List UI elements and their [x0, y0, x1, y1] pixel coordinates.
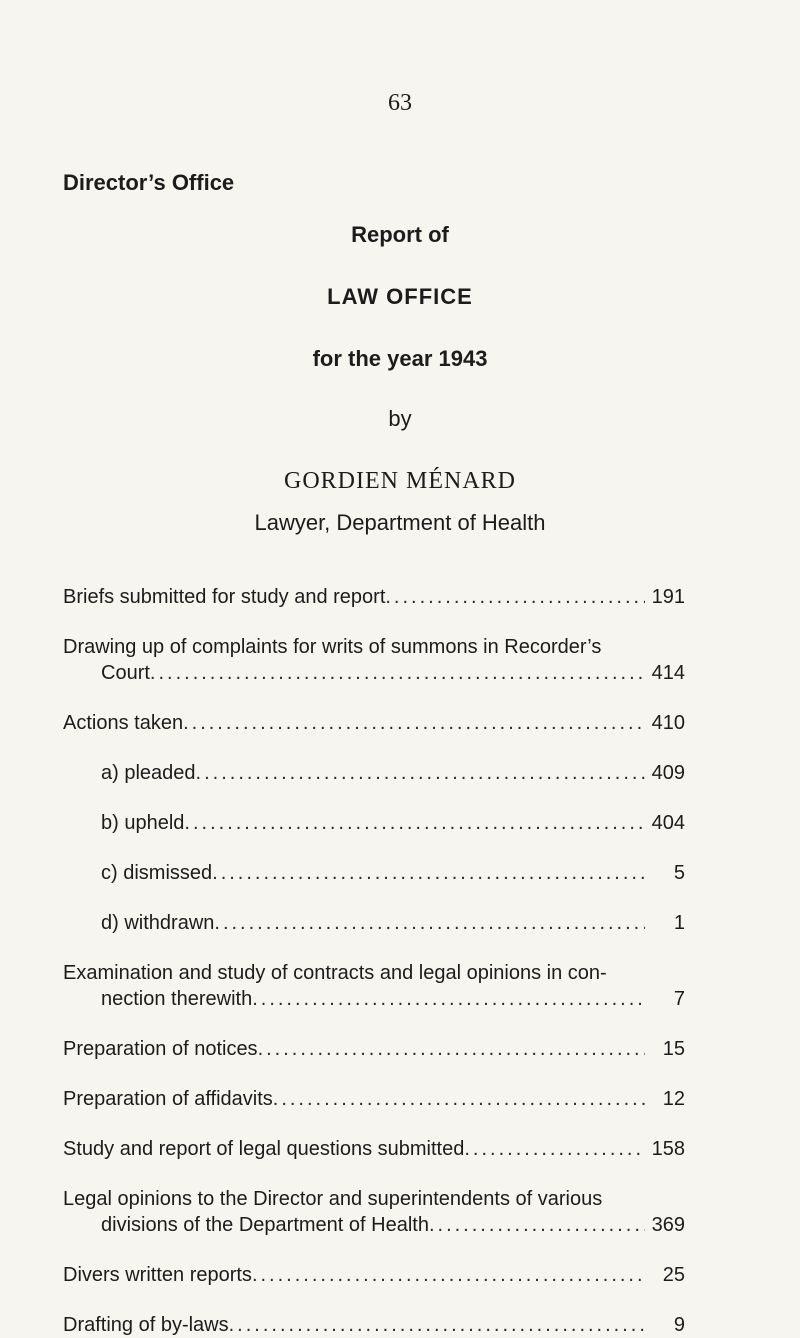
list-item — [63, 1312, 685, 1338]
leader-dots — [229, 1312, 645, 1338]
leader-dots — [258, 1036, 645, 1062]
entry-label-line2: Court — [101, 662, 150, 684]
list-item — [63, 810, 685, 836]
entry-label-line1: Drawing up of complaints for writs of summons in Recorder’s — [63, 636, 602, 658]
list-item — [63, 1036, 685, 1062]
leader-dots — [214, 910, 645, 936]
entry-label: b) upheld — [101, 812, 185, 834]
entry-label: Preparation of notices — [63, 1038, 258, 1060]
list-item — [63, 710, 685, 736]
entry-label: a) pleaded — [101, 762, 196, 784]
entry-value: 414 — [651, 662, 685, 684]
list-item — [63, 960, 685, 1012]
entry-value: 410 — [651, 712, 685, 734]
entry-label-line1: Legal opinions to the Director and superintendents of various — [63, 1188, 603, 1210]
leader-dots — [184, 810, 645, 836]
leader-dots — [183, 710, 645, 736]
entry-label: Preparation of affidavits — [63, 1088, 273, 1110]
leader-dots — [429, 1212, 645, 1238]
entry-label-line2: nection therewith — [101, 988, 253, 1010]
department-title: LAW OFFICE — [327, 284, 473, 309]
leader-dots — [385, 584, 645, 610]
entry-value: 1 — [673, 912, 685, 934]
leader-dots — [464, 1136, 645, 1162]
leader-dots — [273, 1086, 645, 1112]
list-item — [63, 584, 685, 610]
entry-value: 7 — [673, 988, 685, 1010]
list-item — [63, 1136, 685, 1162]
entry-value: 15 — [662, 1038, 685, 1060]
list-item — [63, 860, 685, 886]
leader-dots — [150, 660, 645, 686]
entry-value: 25 — [662, 1264, 685, 1286]
list-item — [63, 634, 685, 686]
entry-value: 404 — [651, 812, 685, 834]
entry-value: 12 — [662, 1088, 685, 1110]
report-of-heading: Report of — [351, 222, 449, 247]
entry-label-line1: Examination and study of contracts and legal opinions in con- — [63, 962, 607, 984]
leader-dots — [252, 986, 645, 1012]
entry-value: 158 — [651, 1138, 685, 1160]
leader-dots — [196, 760, 645, 786]
author-title: Lawyer, Department of Health — [254, 510, 546, 535]
list-item — [63, 1086, 685, 1112]
entry-value: 369 — [651, 1214, 685, 1236]
list-item — [63, 1186, 685, 1238]
entry-label: Actions taken — [63, 712, 184, 734]
entry-label: Study and report of legal questions submitted — [63, 1138, 465, 1160]
entry-label: Briefs submitted for study and report — [63, 586, 386, 608]
list-item — [63, 910, 685, 936]
leader-dots — [212, 860, 645, 886]
office-heading: Director’s Office — [63, 170, 235, 195]
entry-label: Drafting of by-laws — [63, 1314, 229, 1336]
entry-label-line2: divisions of the Department of Health — [101, 1214, 429, 1236]
entry-value: 191 — [651, 586, 685, 608]
list-item — [63, 760, 685, 786]
entry-value: 9 — [673, 1314, 685, 1336]
year-line: for the year 1943 — [312, 346, 488, 371]
entry-label: c) dismissed — [101, 862, 213, 884]
author-name: GORDIEN MÉNARD — [284, 468, 516, 494]
entry-value: 409 — [651, 762, 685, 784]
by-line: by — [388, 406, 412, 431]
page-number: 63 — [388, 90, 412, 116]
entry-label: Divers written reports — [63, 1264, 252, 1286]
entry-label: d) withdrawn — [101, 912, 215, 934]
entry-value: 5 — [673, 862, 685, 884]
